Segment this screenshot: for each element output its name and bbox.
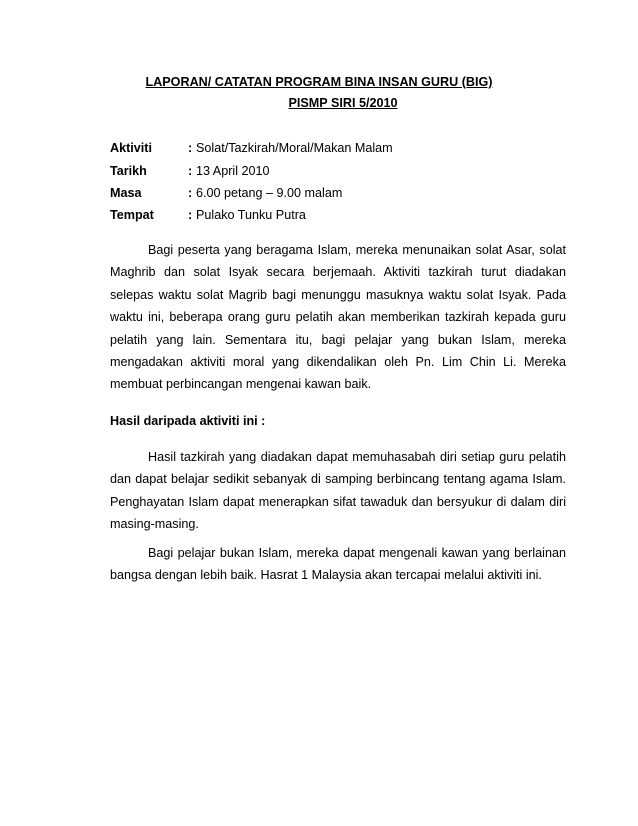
meta-colon: : bbox=[188, 164, 193, 178]
report-title: LAPORAN/ CATATAN PROGRAM BINA INSAN GURU (BIG) bbox=[145, 75, 493, 89]
meta-label: Masa bbox=[110, 186, 142, 200]
meta-row-tempat bbox=[110, 208, 570, 228]
meta-value: 13 April 2010 bbox=[196, 164, 270, 178]
body-paragraph-non-muslim: Bagi pelajar bukan Islam, mereka dapat mengenali kawan yang berlainan bangsa dengan lebih baik. Hasrat 1 Malaysia akan tercapai melalui aktiviti ini. bbox=[110, 546, 566, 583]
report-subtitle: PISMP SIRI 5/2010 bbox=[288, 96, 398, 110]
meta-label: Aktiviti bbox=[110, 141, 152, 155]
meta-colon: : bbox=[188, 208, 193, 222]
meta-label: Tempat bbox=[110, 208, 154, 222]
meta-colon: : bbox=[188, 186, 193, 200]
body-paragraph-activities: Bagi peserta yang beragama Islam, mereka menunaikan solat Asar, solat Maghrib dan solat Isyak secara berjemaah. Aktiviti tazkirah turut diadakan selepas waktu solat Magrib bagi menunggu masuknya waktu solat Isyak. Pada waktu ini, beberapa orang guru pelatih akan memberikan tazkirah kepada guru pelatih yang lain. Sementara itu, bagi pelajar yang bukan Islam, mereka mengadakan aktiviti moral yang dikendalikan oleh Pn. Lim Chin Li. Mereka membuat perbincangan mengenai kawan baik. bbox=[110, 243, 566, 392]
meta-label: Tarikh bbox=[110, 164, 147, 178]
meta-row-masa bbox=[110, 186, 570, 206]
section-heading-results: Hasil daripada aktiviti ini : bbox=[110, 414, 266, 428]
meta-row-tarikh bbox=[110, 164, 570, 184]
meta-row-aktiviti bbox=[110, 141, 570, 161]
body-paragraph-results: Hasil tazkirah yang diadakan dapat memuhasabah diri setiap guru pelatih dan dapat belajar sedikit sebanyak di samping berbincang tentang agama Islam. Penghayatan Islam dapat menerapkan sifat tawaduk dan bersyukur di dalam diri masing-masing. bbox=[110, 450, 566, 532]
meta-value: Pulako Tunku Putra bbox=[196, 208, 306, 222]
meta-colon: : bbox=[188, 141, 193, 155]
meta-value: 6.00 petang – 9.00 malam bbox=[196, 186, 343, 200]
meta-value: Solat/Tazkirah/Moral/Makan Malam bbox=[196, 141, 393, 155]
